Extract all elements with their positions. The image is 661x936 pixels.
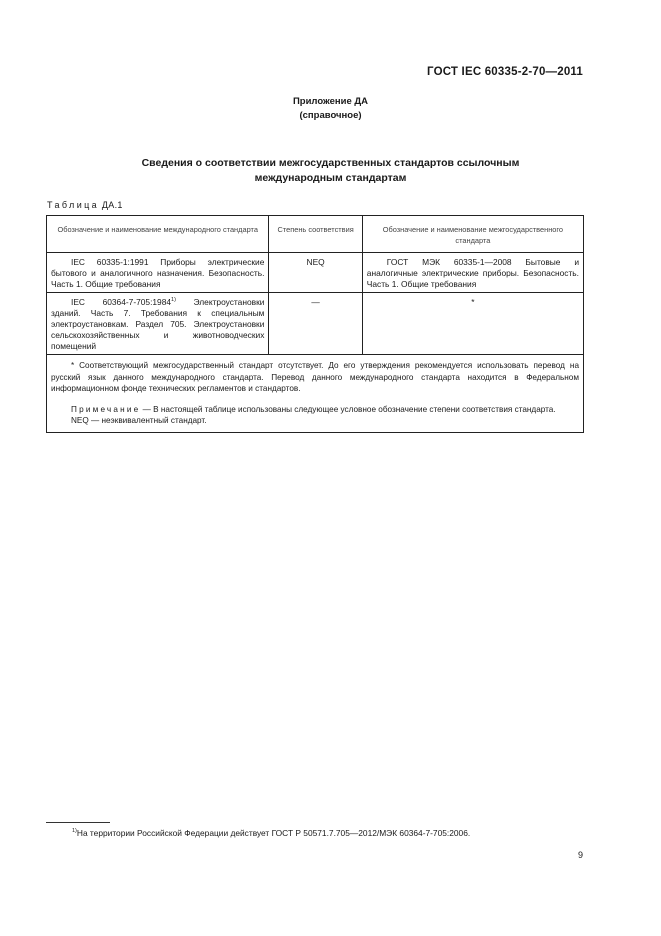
page-number: 9: [577, 850, 583, 860]
table-header-row: [47, 216, 584, 253]
cell-interstate: ГОСТ МЭК 60335-1—2008 Бытовые и аналогичные электрические приборы. Безопасность. Часть 1. Общие требования: [362, 253, 583, 293]
table-row: [47, 253, 584, 293]
cell-international: [47, 293, 269, 355]
column-header-degree: Степень соответствия: [269, 216, 362, 253]
table-row: [47, 293, 584, 355]
heading-line-1: Сведения о соответствии межгосударственных стандартов ссылочным: [141, 157, 520, 169]
footnote-text: На территории Российской Федерации действует ГОСТ Р 50571.7.705—2012/МЭК 60364-7-705:2006.: [76, 828, 471, 838]
cell-international: IEC 60335-1:1991 Приборы электрические бытового и аналогичного назначения. Безопасность. Часть 1. Общие требования: [47, 253, 269, 293]
note-text: — В настоящей таблице использованы следующее условное обозначение степени соответствия стандарта.: [140, 404, 556, 414]
cell-degree: NEQ: [269, 253, 362, 293]
appendix-block: [0, 95, 661, 123]
footnote-ref: 1): [171, 297, 176, 304]
neq-definition: NEQ — неэквивалентный стандарт.: [71, 416, 207, 425]
document-code: ГОСТ IEC 60335-2-70—2011: [427, 66, 583, 78]
section-heading: [0, 156, 661, 186]
note-paragraph: [51, 404, 579, 416]
table-label-prefix: Таблица: [47, 200, 100, 210]
cell-degree: —: [269, 293, 362, 355]
cell-interstate: *: [362, 293, 583, 355]
column-header-interstate: Обозначение и наименование межгосударственного стандарта: [362, 216, 583, 253]
footnote: [72, 828, 470, 838]
table-notes-row: [47, 355, 584, 433]
table-notes: [47, 355, 584, 433]
table-label: [47, 200, 123, 210]
correspondence-table: [46, 215, 584, 433]
column-header-international: Обозначение и наименование международного стандарта: [47, 216, 269, 253]
asterisk-note: * Соответствующий межгосударственный стандарт отсутствует. До его утверждения рекомендуется использовать перевод на русский язык данного международного стандарта. Перевод данного международного стандарта находится в Федеральном информационном фонде технических регламентов и стандартов.: [51, 361, 579, 393]
appendix-title: Приложение ДА: [292, 96, 369, 107]
footnote-divider: [46, 822, 110, 823]
heading-line-2: международным стандартам: [254, 172, 407, 184]
appendix-subtitle: (справочное): [299, 110, 362, 121]
footnote-mark: 1): [72, 828, 77, 835]
note-label: Примечание: [71, 404, 141, 414]
table-label-number: ДА.1: [101, 200, 123, 210]
standard-title: Электроустановки зданий. Часть 7. Требования к специальным электроустановкам. Раздел 705. Электроустановки сельскохозяйственных и животноводческих помещений: [51, 297, 265, 351]
standard-code: IEC 60364-7-705:1984: [71, 297, 172, 307]
